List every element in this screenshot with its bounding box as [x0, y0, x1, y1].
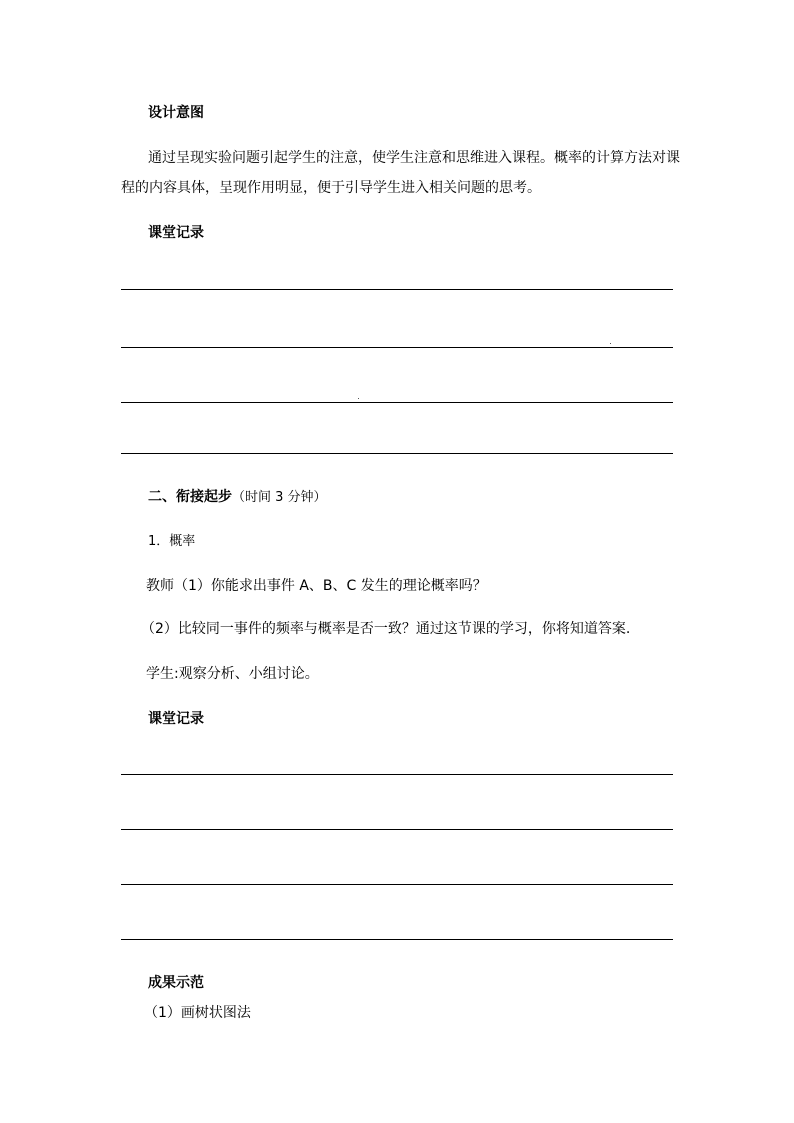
design-intent-paragraph-line-2: 程的内容具体，呈现作用明显，便于引导学生进入相关问题的思考。: [121, 180, 541, 196]
teacher-question-1: 教师（1）你能求出事件 A、B、C 发生的理论概率吗？: [146, 578, 487, 594]
lead-in-heading: 二、衔接起步: [148, 489, 232, 505]
stray-mark: [358, 398, 359, 399]
writing-line: [121, 939, 673, 940]
classroom-record-heading-2: 课堂记录: [148, 711, 204, 727]
design-intent-paragraph-line-1: 通过呈现实验问题引起学生的注意，使学生注意和思维进入课程。概率的计算方法对课: [148, 150, 680, 166]
results-heading: 成果示范: [148, 975, 204, 991]
writing-line: [121, 829, 673, 830]
writing-line: [121, 402, 673, 403]
writing-line: [121, 453, 673, 454]
student-activity: 学生:观察分析、小组讨论。: [146, 666, 319, 682]
design-intent-heading: 设计意图: [148, 105, 204, 121]
writing-line: [121, 289, 673, 290]
lead-in-heading-row: [148, 488, 327, 507]
writing-line: [121, 347, 673, 348]
stray-mark: [610, 343, 611, 344]
classroom-record-heading-1: 课堂记录: [148, 225, 204, 241]
teacher-question-2: （2）比较同一事件的频率与概率是否一致？通过这节课的学习，你将知道答案.: [141, 621, 631, 637]
item-probability: 1．概率: [148, 534, 196, 549]
tree-diagram-method: （1）画树状图法: [144, 1005, 251, 1021]
writing-line: [121, 884, 673, 885]
writing-line: [121, 774, 673, 775]
lead-in-time-note: （时间 3 分钟）: [232, 490, 327, 505]
